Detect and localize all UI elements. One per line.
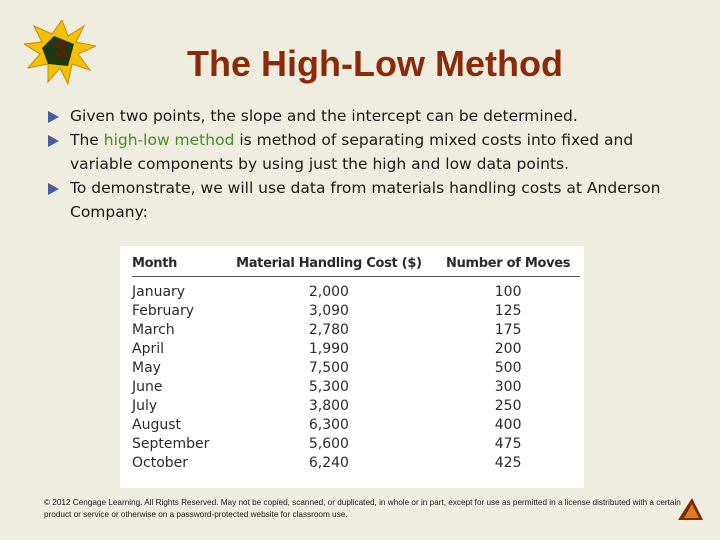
table-row bbox=[132, 340, 580, 359]
table-header-row bbox=[132, 256, 580, 277]
table-row bbox=[132, 397, 580, 416]
cell-month: February bbox=[132, 303, 195, 319]
cell-cost: 3,090 bbox=[308, 303, 349, 319]
table-row bbox=[132, 277, 580, 303]
bullet-text: To demonstrate, we will use data from materials handling costs at Anderson Company: bbox=[70, 179, 661, 221]
data-table-panel bbox=[120, 246, 584, 488]
bullet-item bbox=[46, 128, 686, 176]
cell-month: May bbox=[132, 360, 161, 376]
slide-number: 3 bbox=[54, 37, 68, 62]
cell-moves: 400 bbox=[494, 417, 522, 433]
cell-moves: 300 bbox=[494, 379, 522, 395]
cell-moves: 500 bbox=[494, 360, 522, 376]
corner-triangle-icon bbox=[676, 496, 706, 526]
bullet-text: Given two points, the slope and the intercept can be determined. bbox=[70, 107, 578, 125]
column-header-month: Month bbox=[132, 256, 222, 277]
slide-number-badge bbox=[24, 20, 96, 86]
bullet-text-pre: The bbox=[70, 131, 104, 149]
arrow-bullet-icon bbox=[48, 183, 59, 195]
table-row bbox=[132, 321, 580, 340]
cell-moves: 175 bbox=[494, 322, 522, 338]
page-title: The High-Low Method bbox=[187, 43, 563, 84]
cell-month: July bbox=[132, 398, 158, 414]
cell-moves: 425 bbox=[494, 455, 522, 471]
bullet-item bbox=[46, 176, 686, 224]
data-table bbox=[132, 256, 580, 473]
cell-month: August bbox=[132, 417, 181, 433]
column-header-moves: Number of Moves bbox=[436, 256, 580, 277]
bullet-text-post: is method of separating mixed costs into fixed and variable components by using just the high and low data points. bbox=[70, 131, 634, 173]
cell-moves: 125 bbox=[494, 303, 522, 319]
cell-month: October bbox=[132, 455, 189, 471]
cell-month: January bbox=[132, 284, 186, 300]
cell-month: April bbox=[132, 341, 164, 357]
cell-cost: 6,240 bbox=[308, 455, 349, 471]
cell-moves: 475 bbox=[494, 436, 522, 452]
copyright-footer: © 2012 Cengage Learning. All Rights Reserved. May not be copied, scanned, or duplicated, in whole or in part, except for use as permitted in a license distributed with a certain product or service or otherwise on a password-protected website for classroom use. bbox=[44, 498, 681, 519]
cell-cost: 3,800 bbox=[308, 398, 349, 414]
cell-cost: 5,600 bbox=[308, 436, 349, 452]
column-header-cost: Material Handling Cost ($) bbox=[222, 256, 437, 277]
bullet-list bbox=[46, 104, 686, 224]
cell-cost: 5,300 bbox=[308, 379, 349, 395]
arrow-bullet-icon bbox=[48, 135, 59, 147]
table-row bbox=[132, 416, 580, 435]
cell-cost: 7,500 bbox=[308, 360, 349, 376]
cell-moves: 100 bbox=[494, 284, 522, 300]
cell-moves: 200 bbox=[494, 341, 522, 357]
cell-cost: 6,300 bbox=[308, 417, 349, 433]
cell-cost: 1,990 bbox=[308, 341, 349, 357]
bullet-item bbox=[46, 104, 686, 128]
table-row bbox=[132, 454, 580, 473]
table-row bbox=[132, 302, 580, 321]
cell-cost: 2,780 bbox=[308, 322, 349, 338]
cell-month: June bbox=[132, 379, 163, 395]
cell-month: March bbox=[132, 322, 175, 338]
table-row bbox=[132, 435, 580, 454]
bullet-highlight: high-low method bbox=[103, 131, 235, 149]
arrow-bullet-icon bbox=[48, 111, 59, 123]
table-row bbox=[132, 359, 580, 378]
cell-moves: 250 bbox=[494, 398, 522, 414]
cell-month: September bbox=[132, 436, 210, 452]
cell-cost: 2,000 bbox=[308, 284, 349, 300]
table-row bbox=[132, 378, 580, 397]
